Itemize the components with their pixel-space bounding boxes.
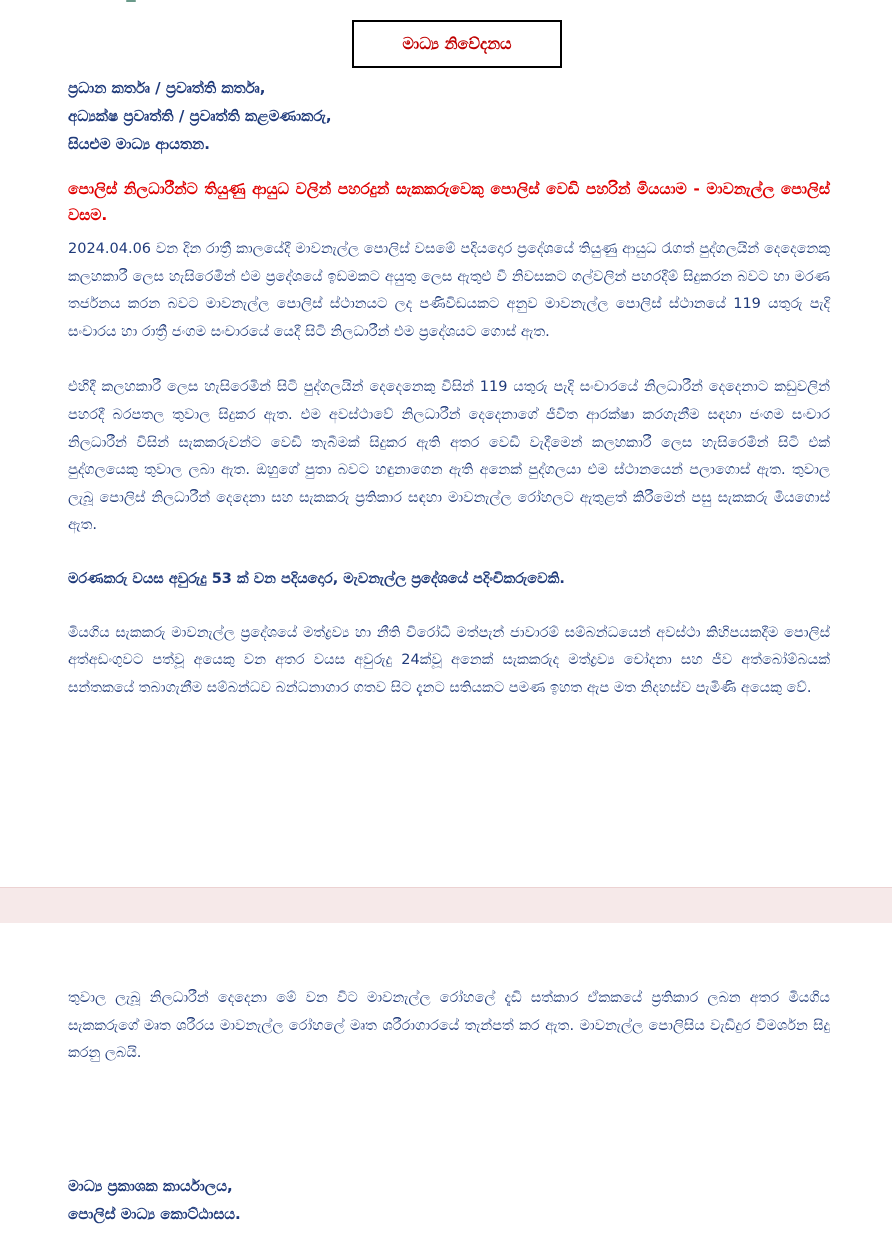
addressee-line: ප්‍රධාන කර්තෘ / ප්‍රවෘත්ති කර්තෘ, (68, 79, 266, 97)
title-box (352, 20, 562, 68)
addressee-block (68, 74, 830, 158)
headline: පොලිස් නිලධාරීන්ට තියුණු ආයුධ වලින් පහරදුන් සැකකරුවෙකු පොලිස් වෙඩි පහරින් මියයාම - මාවනැල්ල පොලිස් වසම. (68, 180, 830, 224)
paragraph-incident: 2024.04.06 වන දින රාත්‍රී කාලයේදී මාවනැල්ල පොලිස් වසමේ පදියදොර ප්‍රදේශයේ තියුණු ආයුධ රැගත් පුද්ගලයින් දෙදෙනෙකු කලහකාරී ලෙස හැසිරෙමින් එම ප්‍රදේශයේ ඉඩමකට අයුතු ලෙස ඇතුළු වී නිවසකට ගල්වලින් පහරදීම් සිදුකරන බවට හා මරණ තර්ජනය කරන බවට මාවනැල්ල පොලිස් ස්ථානයට ලද පණිවිඩයකට අනුව මාවනැල්ල පොලිස් ස්ථානයේ 119 යතුරු පැදි සංචාරය හා රාත්‍රී ජංගම සංචාරයේ යෙදී සිටි නිලධාරීන් එම ප්‍රදේශයට ගොස් ඇත. (68, 241, 830, 340)
addressee-line: සියළුම මාධ්‍ය ආයතන. (68, 135, 210, 153)
signature-line: පොලිස් මාධ්‍ය කොට්ඨාසය. (68, 1205, 241, 1223)
paragraph-background: මියගිය සැකකරු මාවනැල්ල ප්‍රදේශයේ මත්ද්‍රව්‍ය හා නීති විරෝධී මත්පැන් ජාවාරම් සම්බන්ධයෙන් අවස්ථා කිහිපයකදීම පොලිස් අත්අඩංගුවට පත්වූ අයෙකු වන අතර වයස අවුරුදු 24ක්වූ අනෙක් සැකකරුද මත්ද්‍රව්‍ය චෝදනා සහ ජීව අත්බෝම්බයක් සන්තකයේ තබාගැනීම සම්බන්ධව බන්ධනාගාර ගතව සිට දැනට සතියකට පමණ ඉහත ඇප මත නිදහස්ව පැමිණි අයෙකු වේ. (68, 624, 830, 696)
page-two-body (68, 985, 830, 1068)
top-edge-mark (0, 0, 892, 4)
paragraph-deceased: මරණකරු වයස අවුරුදු 53 ක් වන පදියදොර, මැවනැල්ල ප්‍රදේශයේ පදිංචිකරුවෙකි. (68, 570, 565, 587)
addressee-line: අධ්‍යක්ෂ ප්‍රවෘත්ති / ප්‍රවෘත්ති කළමණාකරු, (68, 107, 332, 125)
document-title: මාධ්‍ය නිවේදනය (402, 34, 512, 53)
paragraph-treatment: තුවාල ලැබූ නිලධාරීන් දෙදෙනා මේ වන විට මාවනැල්ල රෝහලේ දැඩි සත්කාර ඒකකයේ ප්‍රතිකාර ලබන අතර මියගිය සැකකරුගේ මෘත ශරීරය මාවනැල්ල රෝහලේ මෘත ශරීරාගාරයේ තැන්පත් කර ඇත. මාවනැල්ල පොලිසිය වැඩිදුර විමර්ශන සිදු කරනු ලබයි. (68, 990, 830, 1062)
page-one-body (68, 74, 830, 702)
page-separator (0, 887, 892, 923)
signature-line: මාධ්‍ය ප්‍රකාශක කාර්යාලය, (68, 1177, 233, 1195)
paragraph-attack: එහිදී කලහකාරී ලෙස හැසිරෙමින් සිටි පුද්ගලයින් දෙදෙනෙකු විසින් 119 යතුරු පැදි සංචාරයේ නිලධාරීන් දෙදෙනාට කඩුවලින් පහරදී බරපතල තුවාල සිදුකර ඇත. එම අවස්ථාවේ නිලධාරීන් දෙදෙනාගේ ජීවිත ආරක්ෂා කරගැනීම සඳහා ජංගම සංචාර නිලධාරීන් විසින් සැකකරුවන්ට වෙඩි තැබීමක් සිදුකර ඇති අතර වෙඩි වැදීමෙන් කලහකාරී ලෙස හැසිරෙමින් සිටි එක් පුද්ගලයෙකු තුවාල ලබා ඇත. ඔහුගේ පුතා බවට හඳුනාගෙන ඇති අනෙක් පුද්ගලයා එම ස්ථානයෙන් පලාගොස් ඇත. තුවාල ලැබූ පොලිස් නිලධාරීන් දෙදෙනා සහ සැකකරු ප්‍රතිකාර සඳහා මාවනැල්ල රෝහලට ඇතුළත් කිරීමෙන් පසු සැකකරු මියගොස් ඇත. (68, 379, 830, 534)
signature-block (68, 1172, 668, 1228)
top-edge-dash (126, 0, 136, 2)
